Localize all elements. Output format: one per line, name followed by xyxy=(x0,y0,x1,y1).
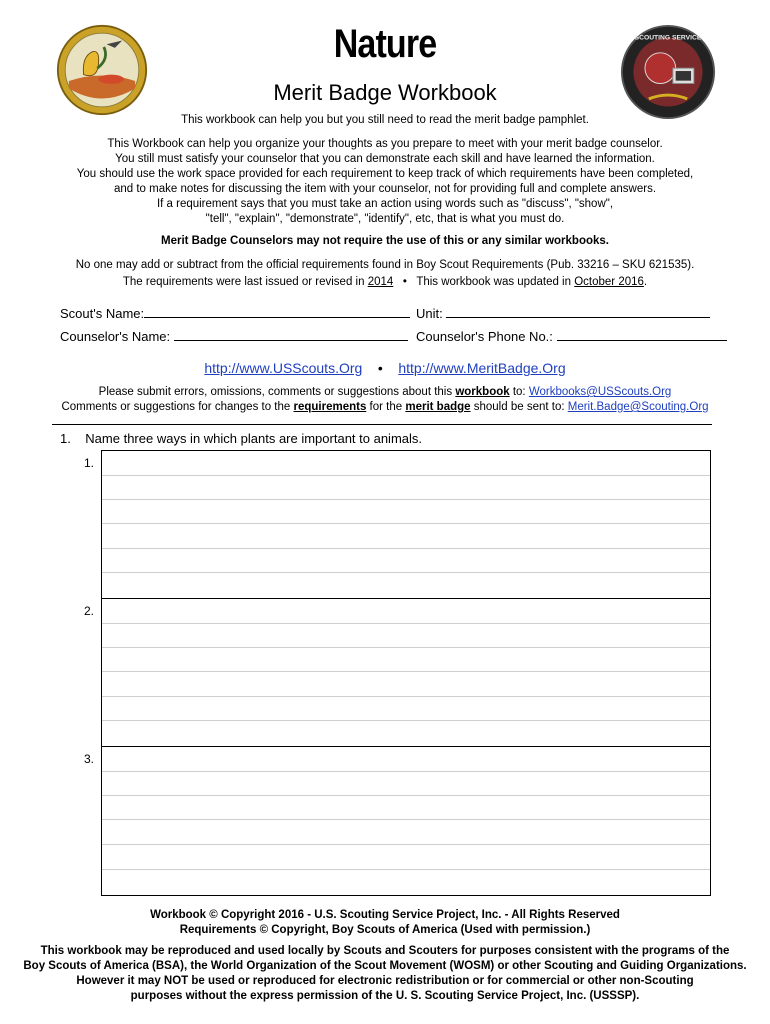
instructions-paragraph xyxy=(0,137,770,227)
unit-field[interactable] xyxy=(416,305,710,321)
counselor-name-field[interactable] xyxy=(60,328,408,344)
submit-prefix: Please submit errors, omissions, comments or suggestions about this xyxy=(98,386,453,398)
instruction-line: You should use the work space provided for each requirement to keep track of which requirements have been completed, xyxy=(76,168,694,180)
footer xyxy=(0,908,770,1004)
answer-item-number: 1. xyxy=(84,456,95,470)
meritbadge-link[interactable]: http://www.MeritBadge.Org xyxy=(398,360,566,376)
footer-usage: Boy Scouts of America (BSA), the World Organization of the Scout Movement (WOSM) or other Scouting and Guiding Organizations. xyxy=(23,960,747,972)
changes-line xyxy=(0,400,770,415)
counselor-phone-label: Counselor's Phone No.: xyxy=(416,329,553,344)
period: . xyxy=(643,276,648,288)
instruction-line: and to make notes for discussing the item with your counselor, not for providing full and complete answers. xyxy=(113,183,657,195)
submit-word: workbook xyxy=(455,386,510,398)
counselor-name-label: Counselor's Name: xyxy=(60,329,171,344)
answer-divider xyxy=(102,746,710,747)
instruction-line: This Workbook can help you organize your thoughts as you prepare to meet with your merit badge counselor. xyxy=(107,138,663,150)
page-subtitle: Merit Badge Workbook xyxy=(273,80,497,105)
footer-usage: However it may NOT be used or reproduced for electronic redistribution or for commercial or other non-Scouting xyxy=(76,975,694,987)
counselor-note: Merit Badge Counselors may not require the use of this or any similar workbooks. xyxy=(161,235,609,247)
footer-usage: purposes without the express permission of the U. S. Scouting Service Project, Inc. (USSSP). xyxy=(130,990,640,1002)
meritbadge-email-link[interactable]: Merit.Badge@Scouting.Org xyxy=(567,401,709,413)
changes-word: requirements xyxy=(293,401,367,413)
scout-name-input[interactable] xyxy=(144,305,410,318)
requirement-text: Name three ways in which plants are important to animals. xyxy=(85,431,423,446)
submit-errors-line xyxy=(0,385,770,400)
answer-item-number: 3. xyxy=(84,752,95,766)
requirement-heading xyxy=(60,431,422,446)
usscouts-link[interactable]: http://www.USScouts.Org xyxy=(204,360,363,376)
footer-requirements-copyright: Requirements © Copyright, Boy Scouts of America (Used with permission.) xyxy=(179,924,591,936)
counselor-phone-input[interactable] xyxy=(557,328,727,341)
intro-text: This workbook can help you but you still need to read the merit badge pamphlet. xyxy=(181,114,589,126)
changes-badge: merit badge xyxy=(405,401,471,413)
bullet-separator: • xyxy=(402,276,407,288)
updated-date: October 2016 xyxy=(574,276,644,288)
svg-text:SCOUTING SERVICE: SCOUTING SERVICE xyxy=(634,34,702,42)
revised-label: The requirements were last issued or revised in xyxy=(122,276,365,288)
changes-mid: for the xyxy=(369,401,403,413)
unit-label: Unit: xyxy=(416,306,443,321)
instruction-line: "tell", "explain", "demonstrate", "identify", etc, that is what you must do. xyxy=(205,213,565,225)
scout-name-label: Scout's Name: xyxy=(60,306,145,321)
changes-to: should be sent to: xyxy=(473,401,565,413)
changes-prefix: Comments or suggestions for changes to the xyxy=(61,401,291,413)
answer-box[interactable] xyxy=(101,450,711,896)
unit-input[interactable] xyxy=(446,305,710,318)
answer-item-number: 2. xyxy=(84,604,95,618)
revision-info xyxy=(0,275,770,290)
answer-divider xyxy=(102,598,710,599)
requirement-number: 1. xyxy=(60,431,71,446)
website-links xyxy=(0,360,770,376)
section-divider xyxy=(52,424,712,425)
instruction-line: You still must satisfy your counselor that you can demonstrate each skill and have learned the information. xyxy=(115,153,655,165)
scout-name-field[interactable] xyxy=(60,305,410,321)
submit-to: to: xyxy=(512,386,526,398)
counselor-phone-field[interactable] xyxy=(416,328,727,344)
instruction-line: If a requirement says that you must take an action using words such as "discuss", "show", xyxy=(156,198,614,210)
requirements-source: No one may add or subtract from the official requirements found in Boy Scout Requirements (Pub. 33216 – SKU 621535). xyxy=(75,259,695,271)
workbooks-email-link[interactable]: Workbooks@USScouts.Org xyxy=(528,386,672,398)
revised-year: 2014 xyxy=(367,276,394,288)
updated-label: This workbook was updated in xyxy=(416,276,572,288)
link-separator: • xyxy=(377,360,383,376)
page-title: Nature xyxy=(333,22,437,66)
counselor-name-input[interactable] xyxy=(174,328,408,341)
footer-copyright: Workbook © Copyright 2016 - U.S. Scouting Service Project, Inc. - All Rights Reserved xyxy=(150,909,620,921)
footer-usage: This workbook may be reproduced and used locally by Scouts and Scouters for purposes consistent with the programs of the xyxy=(40,945,730,957)
